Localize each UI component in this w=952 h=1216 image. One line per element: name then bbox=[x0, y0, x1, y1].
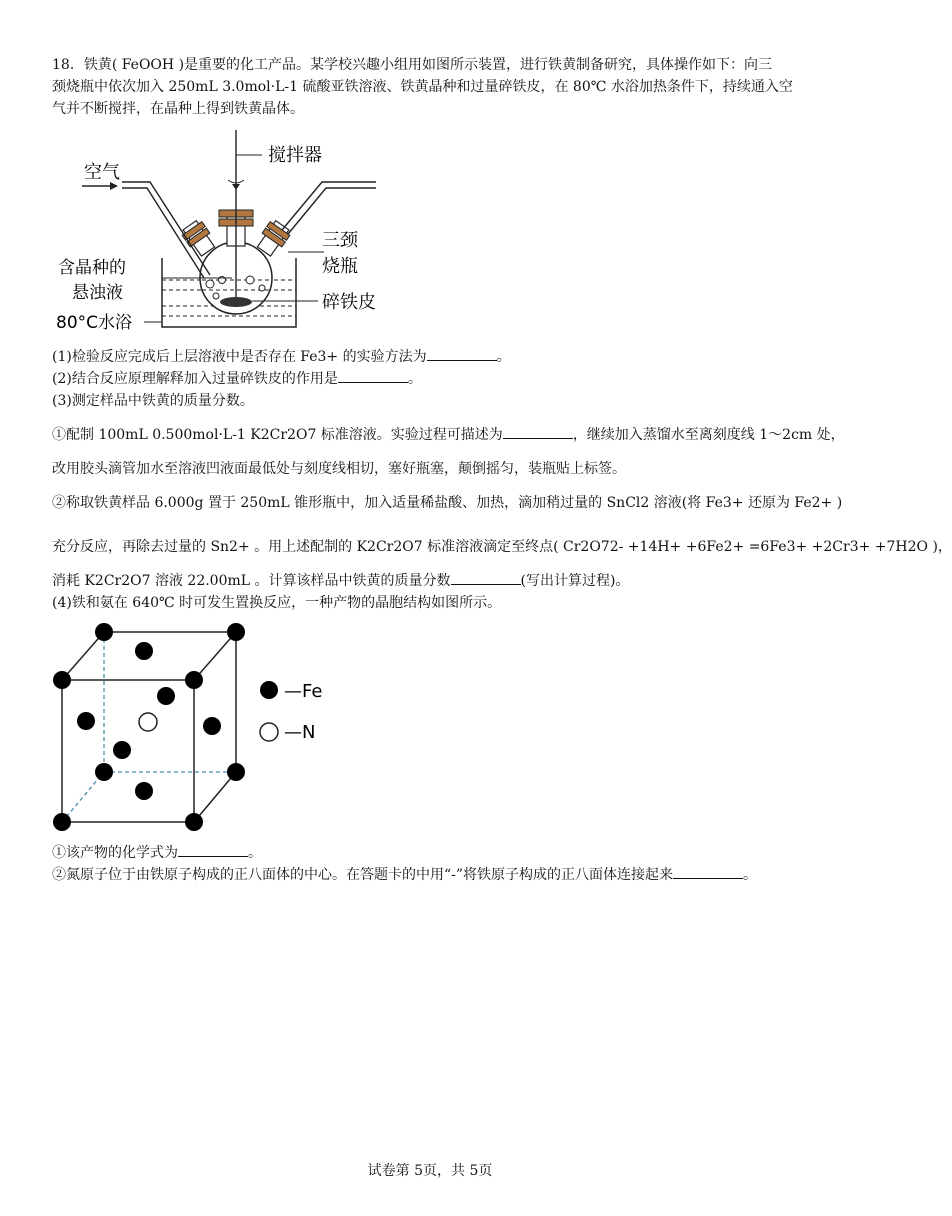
page-footer: 试卷第 5页，共 5页 bbox=[367, 1163, 493, 1179]
legend-fe-label: —Fe bbox=[284, 681, 323, 702]
stirrer-label: 搅拌器 bbox=[268, 145, 322, 166]
question-4: (4)铁和氨在 640℃ 时可发生置换反应，一种产物的晶胞结构如图所示。 bbox=[52, 595, 502, 611]
answer-blank-3b[interactable] bbox=[451, 570, 521, 585]
question-4b: ②氮原子位于由铁原子构成的正八面体的中心。在答题卡的中用“-”将铁原子构成的正八面体连接起来 。 bbox=[52, 864, 757, 886]
flask-label-line1: 三颈 bbox=[322, 230, 358, 251]
legend-fe-marker bbox=[260, 681, 278, 699]
question-1: (1)检验反应完成后上层溶液中是否存在 Fe3+ 的实验方法为 。 bbox=[52, 346, 511, 368]
answer-blank-4b[interactable] bbox=[673, 864, 743, 879]
air-label: 空气 bbox=[84, 162, 120, 183]
question-3a-line2: 改用胶头滴管加水至溶液凹液面最低处与刻度线相切，塞好瓶塞，颠倒摇匀，装瓶贴上标签。 bbox=[52, 461, 626, 477]
suspension-label-line2: 悬浊液 bbox=[72, 283, 123, 303]
question-intro-line3: 气并不断搅拌，在晶种上得到铁黄晶体。 bbox=[52, 101, 304, 117]
unit-cell-diagram bbox=[48, 620, 348, 840]
question-2: (2)结合反应原理解释加入过量碎铁皮的作用是 。 bbox=[52, 368, 422, 390]
answer-blank-3a[interactable] bbox=[503, 424, 573, 439]
answer-blank-2[interactable] bbox=[338, 368, 408, 383]
question-intro-line2: 颈烧瓶中依次加入 250mL 3.0mol·L-1 硫酸亚铁溶液、铁黄晶种和过量碎铁皮，在 80℃ 水浴加热条件下，持续通入空 bbox=[52, 79, 793, 95]
legend-n-marker bbox=[260, 723, 278, 741]
question-3: (3)测定样品中铁黄的质量分数。 bbox=[52, 393, 254, 409]
apparatus-diagram bbox=[50, 130, 410, 340]
suspension-label-line1: 含晶种的 bbox=[58, 258, 126, 278]
answer-blank-4a[interactable] bbox=[178, 842, 248, 857]
flask-label-line2: 烧瓶 bbox=[322, 256, 358, 277]
legend-n-label: —N bbox=[284, 722, 316, 743]
question-3b-line1: ②称取铁黄样品 6.000g 置于 250mL 锥形瓶中，加入适量稀盐酸、加热，滴加稍过量的 SnCl2 溶液(将 Fe3+ 还原为 Fe2+ ) bbox=[52, 495, 843, 511]
question-3b-line2: 充分反应，再除去过量的 Sn2+ 。用上述配制的 K2Cr2O7 标准溶液滴定至终点( Cr2O72- +14H+ +6Fe2+ =6Fe3+ +2Cr3+ +7H2O )， bbox=[52, 539, 952, 555]
question-intro-line1: 18．铁黄( FeOOH )是重要的化工产品。某学校兴趣小组用如图所示装置，进行铁黄制备研究，具体操作如下：向三 bbox=[52, 57, 773, 73]
question-3a-line1: ①配制 100mL 0.500mol·L-1 K2Cr2O7 标准溶液。实验过程可描述为 ，继续加入蒸馏水至离刻度线 1～2cm 处， bbox=[52, 424, 845, 446]
answer-blank-1[interactable] bbox=[427, 346, 497, 361]
question-3b-line3: 消耗 K2Cr2O7 溶液 22.00mL 。计算该样品中铁黄的质量分数 (写出计算过程)。 bbox=[52, 570, 629, 592]
question-4a: ①该产物的化学式为 。 bbox=[52, 842, 262, 864]
water-bath-label: 80°C水浴 bbox=[56, 313, 133, 333]
iron-scrap-label: 碎铁皮 bbox=[322, 292, 376, 313]
